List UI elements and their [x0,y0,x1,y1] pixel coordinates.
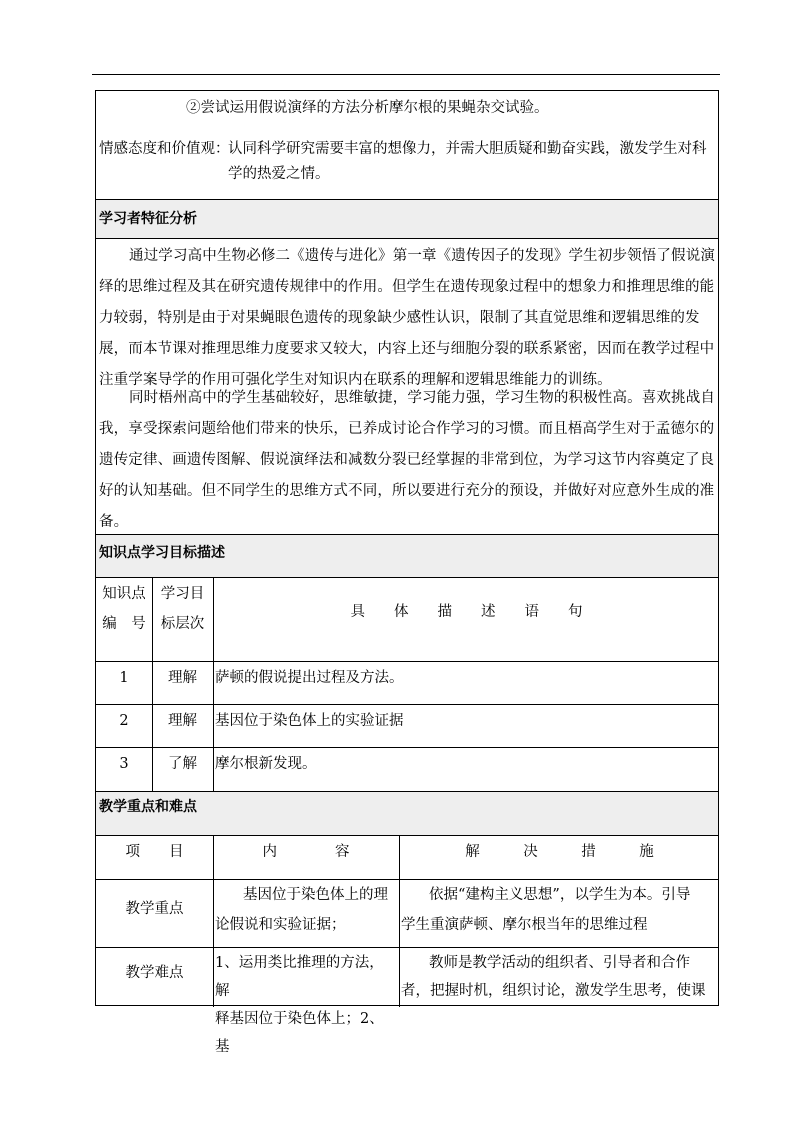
knowledge-row-level: 了解 [168,756,197,772]
objective-item-2: ②尝试运用假说演绎的方法分析摩尔根的果蝇杂交试验。 [186,100,549,116]
emotion-text-line1: 认同科学研究需要丰富的想像力，并需大胆质疑和勤奋实践，激发学生对科 [228,141,707,157]
header-item: 项 目 [125,844,184,860]
divider [96,947,718,948]
header-learning-level [152,579,213,639]
knowledge-row-level: 理解 [168,670,197,686]
section-title-knowledge: 知识点学习目标描述 [96,535,718,577]
keypoint-content [215,880,397,940]
divider [96,704,718,705]
knowledge-row-number: 2 [119,713,129,729]
knowledge-row-description: 基因位于染色体上的实验证据 [215,713,404,729]
divider [96,661,718,662]
knowledge-row-number: 3 [119,756,129,772]
divider [96,238,718,239]
emotion-label: 情感态度和价值观： [99,141,230,157]
keypoint-item: 教学重点 [125,901,184,917]
header-line: 学习目 [160,586,205,602]
difficulty-content [215,949,397,1061]
header-description: 具 体 描 述 语 句 [350,604,583,620]
learner-paragraph-2: 同时梧州高中的学生基础较好，思维敏捷，学习能力强，学习生物的积极性高。喜欢挑战自我，享受探索问题给他们带来的快乐，已养成讨论合作学习的习惯。而且梧高学生对于孟德尔的遗传定律、画遗传图解、假说演绎法和减数分裂已经掌握的非常到位，为学习这节内容奠定了良好的认知基础。但不同学生的思维方式不同，所以要进行充分的预设，并做好对应意外生成的准备。 [99,390,715,530]
learner-paragraph-1: 通过学习高中生物必修二《遗传与进化》第一章《遗传因子的发现》学生初步领悟了假说演绎的思维过程及其在研究遗传规律中的作用。但学生在遗传现象过程中的想象力和推理思维的能力较弱，特别是由于对果蝇眼色遗传的现象缺少感性认识，限制了其直觉思维和逻辑思维的发展，而本节课对推理思维力度要求又较大，内容上还与细胞分裂的联系紧密，因而在教学过程中注重学案导学的作用可强化学生对知识内在联系的理解和逻辑思维能力的训练。 [99,248,715,388]
divider [96,747,718,748]
emotion-text-line2: 学的热爱之情。 [228,166,330,182]
keypoint-measure [401,880,717,940]
header-line: 编 号 [102,616,146,632]
divider [96,835,718,836]
header-content: 内 容 [262,844,350,860]
difficulty-item: 教学难点 [125,965,184,981]
column-divider [152,577,153,791]
header-knowledge-number [96,579,152,639]
section-title-keypoints: 教学重点和难点 [96,792,718,835]
column-divider [213,835,214,1007]
knowledge-row-description: 摩尔根新发现。 [215,756,317,772]
measure-line: 者，把握时机，组织讨论，激发学生思考，使课 [401,983,706,999]
content-line: 论假说和实验证据； [215,917,346,933]
content-line: 基因位于染色体上的理 [243,887,388,903]
knowledge-row-number: 1 [119,670,129,686]
column-divider [399,835,400,1007]
header-line: 标层次 [160,616,205,632]
content-line: 1、运用类比推理的方法，解 [215,955,384,999]
knowledge-row-level: 理解 [168,713,197,729]
measure-line: 学生重演萨顿、摩尔根当年的思维过程 [401,917,648,933]
measure-line: 教师是教学活动的组织者、引导者和合作 [429,955,690,971]
header-measure: 解 决 措 施 [465,844,654,860]
content-line: 释基因位于染色体上；2、基 [215,1011,384,1055]
measure-line: 依据“建构主义思想”，以学生为本。引导 [429,887,691,903]
lesson-plan-table [95,90,719,1055]
page-header-rule [92,74,720,75]
divider [96,577,718,578]
section-title-learner: 学习者特征分析 [96,200,718,238]
difficulty-measure [401,949,717,1005]
column-divider [213,577,214,791]
knowledge-row-description: 萨顿的假说提出过程及方法。 [215,670,404,686]
header-line: 知识点 [102,586,146,602]
